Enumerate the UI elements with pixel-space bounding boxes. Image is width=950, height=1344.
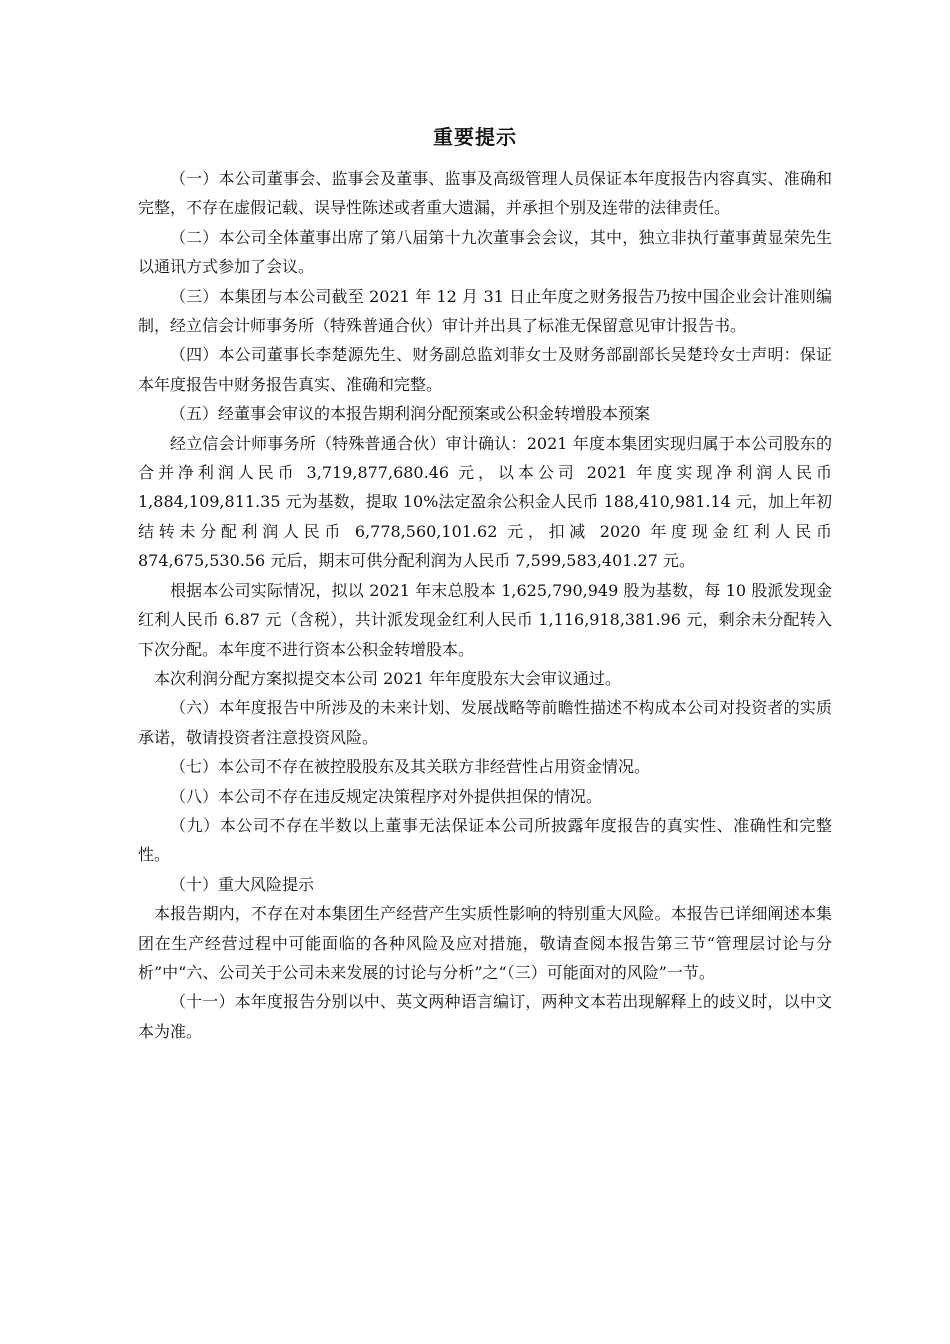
paragraph-10: （七）本公司不存在被控股股东及其关联方非经营性占用资金情况。: [170, 757, 651, 777]
paragraph-11: （八）本公司不存在违反规定决策程序对外提供担保的情况。: [170, 786, 603, 806]
paragraph-13: （十）重大风险提示: [170, 874, 315, 894]
paragraph-14: 本报告期内，不存在对本集团生产经营产生实质性影响的特别重大风险。本报告已详细阐述本集团在生产经营过程中可能面临的各种风险及应对措施，敬请查阅本报告第三节“管理层讨论与分析”中“六、公司关于公司未来发展的讨论与分析”之“（三）可能面对的风险”一节。: [138, 904, 832, 982]
paragraph-2: （二）本公司全体董事出席了第八届第十九次董事会会议，其中，独立非执行董事黄显荣先生以通讯方式参加了会议。: [138, 227, 832, 277]
paragraph-9: （六）本年度报告中所涉及的未来计划、发展战略等前瞻性描述不构成本公司对投资者的实质承诺，敬请投资者注意投资风险。: [138, 698, 832, 747]
paragraph-12: （九）本公司不存在半数以上董事无法保证本公司所披露年度报告的真实性、准确性和完整性。: [138, 815, 832, 865]
paragraph-8: 本次利润分配方案拟提交本公司 2021 年年度股东大会审议通过。: [154, 668, 621, 688]
page-title: 重要提示: [433, 125, 517, 149]
paragraph-7: 根据本公司实际情况，拟以 2021 年末总股本 1,625,790,949 股为基数，每 10 股派发现金红利人民币 6.87 元（含税），共计派发现金红利人民币 1,116,918,381.96 元，剩余未分配转入下次分配。本年度不进行资本公积金转增股本。: [138, 580, 832, 659]
paragraph-3: （三）本集团与本公司截至 2021 年 12 月 31 日止年度之财务报告乃按中国企业会计准则编制，经立信会计师事务所（特殊普通合伙）审计并出具了标准无保留意见审计报告书。: [138, 286, 832, 336]
document-body: [138, 164, 832, 1046]
paragraph-1: （一）本公司董事会、监事会及董事、监事及高级管理人员保证本年度报告内容真实、准确和完整，不存在虚假记载、误导性陈述或者重大遗漏，并承担个别及连带的法律责任。: [138, 169, 832, 218]
paragraph-6: 经立信会计师事务所（特殊普通合伙）审计确认：2021 年度本集团实现归属于本公司股东的合并净利润人民币 3,719,877,680.46 元，以本公司 2021 年度实现净利润人民币 1,884,109,811.35 元为基数，提取 10%法定盈余公积金人民币 188,410,981.14 元，加上年初结转未分配利润人民币 6,778,560,101.62 元，扣减 2020 年度现金红利人民币 874,675,530.56 元后，期末可供分配利润为人民币 7,599,583,401.27 元。: [138, 433, 832, 571]
paragraph-5: （五）经董事会审议的本报告期利润分配预案或公积金转增股本预案: [170, 404, 651, 424]
paragraph-4: （四）本公司董事长李楚源先生、财务副总监刘菲女士及财务部副部长吴楚玲女士声明：保证本年度报告中财务报告真实、准确和完整。: [138, 345, 832, 394]
paragraph-15: （十一）本年度报告分别以中、英文两种语言编订，两种文本若出现解释上的歧义时，以中文本为准。: [138, 992, 832, 1041]
